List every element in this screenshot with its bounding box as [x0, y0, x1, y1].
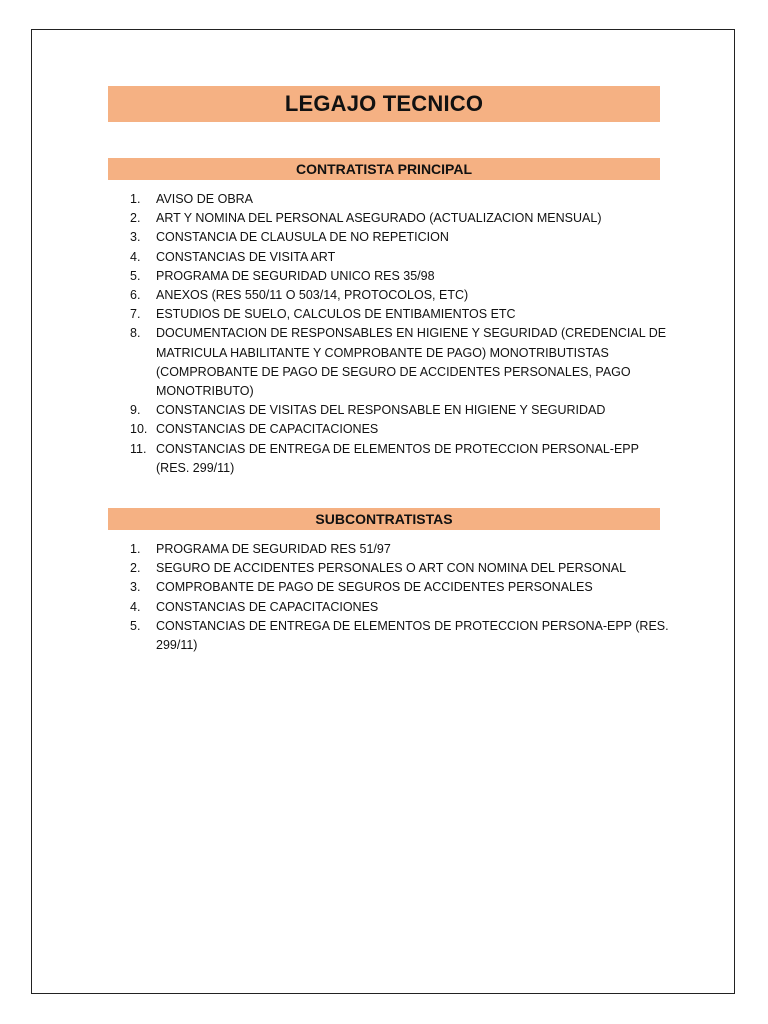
section-header-contratista-principal: [108, 158, 660, 180]
item-number: 5.: [130, 618, 141, 633]
item-number: 3.: [130, 580, 141, 595]
list-item: [130, 420, 670, 439]
list-item: [130, 324, 670, 401]
item-text: PROGRAMA DE SEGURIDAD RES 51/97: [156, 542, 391, 556]
item-number: 2.: [130, 211, 141, 226]
section-header-subcontratistas: [108, 508, 660, 530]
item-number: 5.: [130, 268, 141, 283]
item-number: 10.: [130, 422, 148, 437]
item-number: 11.: [130, 441, 147, 456]
item-text: SEGURO DE ACCIDENTES PERSONALES O ART CON NOMINA DEL PERSONAL: [156, 561, 627, 576]
item-text: DOCUMENTACION DE RESPONSABLES EN HIGIENE Y SEGURIDAD (CREDENCIAL DE MATRICULA HABILITANTE Y COMPROBANTE DE PAGO) MONOTRIBUTISTAS (COMPROBANTE DE PAGO DE SEGURO DE ACCIDENTES PERSONALES, PAGO MONOTRIBUTO): [156, 326, 667, 399]
list-item: [130, 559, 670, 578]
item-text: ART Y NOMINA DEL PERSONAL ASEGURADO (ACTUALIZACION MENSUAL): [156, 211, 602, 226]
document-title: LEGAJO TECNICO: [284, 91, 484, 116]
item-text: AVISO DE OBRA: [156, 192, 254, 206]
list-item: [130, 540, 670, 559]
item-number: 7.: [130, 307, 141, 322]
item-number: 4.: [130, 249, 141, 264]
item-text: PROGRAMA DE SEGURIDAD UNICO RES 35/98: [156, 268, 435, 283]
item-number: 1.: [130, 192, 141, 206]
item-text: CONSTANCIA DE CLAUSULA DE NO REPETICION: [156, 230, 449, 245]
contratista-principal-list: [130, 190, 670, 478]
list-item: [130, 190, 670, 209]
section-title: CONTRATISTA PRINCIPAL: [295, 161, 473, 177]
list-item: [130, 209, 670, 228]
item-number: 6.: [130, 288, 141, 303]
item-number: 1.: [130, 542, 141, 556]
item-text: ANEXOS (RES 550/11 O 503/14, PROTOCOLOS, ETC): [156, 288, 469, 303]
list-item: [130, 248, 670, 267]
subcontratistas-list: [130, 540, 670, 655]
item-text: CONSTANCIAS DE CAPACITACIONES: [156, 422, 379, 437]
item-number: 8.: [130, 326, 141, 341]
list-item: [130, 286, 670, 305]
list-item: [130, 401, 670, 420]
section-title: SUBCONTRATISTAS: [315, 511, 453, 527]
item-text: CONSTANCIAS DE VISITAS DEL RESPONSABLE EN HIGIENE Y SEGURIDAD: [156, 403, 606, 418]
list-item: [130, 617, 670, 655]
item-number: 9.: [130, 403, 141, 418]
item-text: COMPROBANTE DE PAGO DE SEGUROS DE ACCIDENTES PERSONALES: [156, 580, 593, 595]
item-text: CONSTANCIAS DE CAPACITACIONES: [156, 599, 379, 614]
list-item: [130, 305, 670, 324]
list-item: [130, 228, 670, 247]
item-text: CONSTANCIAS DE ENTREGA DE ELEMENTOS DE PROTECCION PERSONAL-EPP (RES. 299/11): [156, 441, 639, 475]
list-item: [130, 598, 670, 617]
item-number: 3.: [130, 230, 141, 245]
item-text: CONSTANCIAS DE ENTREGA DE ELEMENTOS DE PROTECCION PERSONA-EPP (RES. 299/11): [156, 618, 669, 653]
list-item: [130, 578, 670, 597]
item-text: CONSTANCIAS DE VISITA ART: [156, 249, 336, 264]
title-banner: [108, 86, 660, 122]
item-text: ESTUDIOS DE SUELO, CALCULOS DE ENTIBAMIENTOS ETC: [156, 307, 516, 322]
item-number: 2.: [130, 561, 141, 576]
item-number: 4.: [130, 599, 141, 614]
list-item: [130, 267, 670, 286]
list-item: [130, 440, 670, 478]
